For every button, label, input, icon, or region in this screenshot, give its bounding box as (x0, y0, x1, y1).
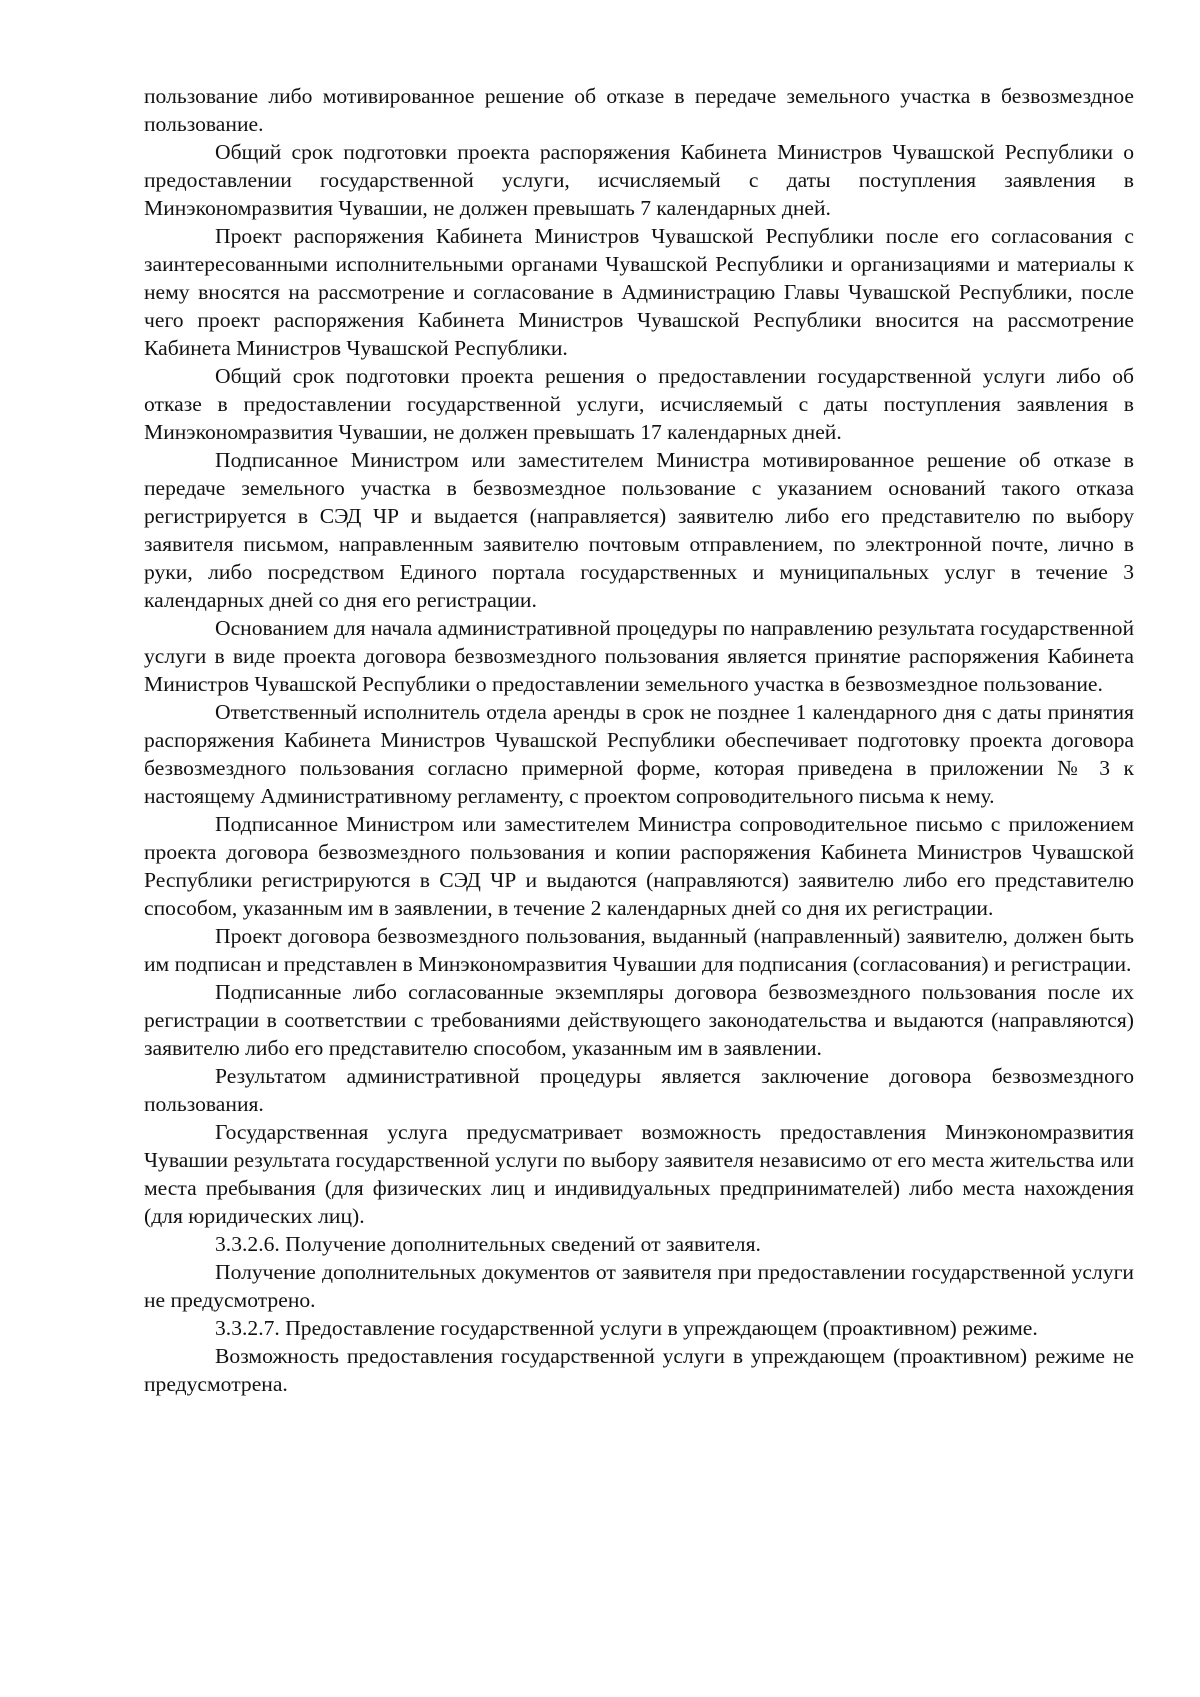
document-page (144, 82, 1134, 1398)
section-heading-3-3-2-6: 3.3.2.6. Получение дополнительных сведений от заявителя. (215, 1232, 761, 1256)
paragraph-continuation: пользование либо мотивированное решение об отказе в передаче земельного участка в безвозмездное пользование. (144, 84, 1134, 136)
paragraph-contract-signing: Проект договора безвозмездного пользования, выданный (направленный) заявителю, должен быть им подписан и представлен в Минэкономразвития Чувашии для подписания (согласования) и регистрации. (144, 924, 1134, 976)
paragraph-cover-letter: Подписанное Министром или заместителем Министра сопроводительное письмо с приложением проекта договора безвозмездного пользования и копии распоряжения Кабинета Министров Чувашской Республики регистрируются в СЭД ЧР и выдаются (направляются) заявителю либо его представителю способом, указанным им в заявлении, в течение 2 календарных дней со дня их регистрации. (144, 812, 1134, 920)
paragraph-decision-term: Общий срок подготовки проекта решения о предоставлении государственной услуги либо об отказе в предоставлении государственной услуги, исчисляемый с даты поступления заявления в Минэкономразвития Чувашии, не должен превышать 17 календарных дней. (144, 364, 1134, 444)
section-heading-3-3-2-7: 3.3.2.7. Предоставление государственной услуги в упреждающем (проактивном) режиме. (215, 1316, 1038, 1340)
paragraph-refusal-delivery: Подписанное Министром или заместителем Министра мотивированное решение об отказе в передаче земельного участка в безвозмездное пользование с указанием оснований такого отказа регистрируется в СЭД ЧР и выдается (направляется) заявителю либо его представителю по выбору заявителя письмом, направленным заявителю почтовым отправлением, по электронной почте, лично в руки, либо посредством Единого портала государственных и муниципальных услуг в течение 3 календарных дней со дня его регистрации. (144, 448, 1134, 612)
paragraph-contract-preparation: Ответственный исполнитель отдела аренды в срок не позднее 1 календарного дня с даты принятия распоряжения Кабинета Министров Чувашской Республики обеспечивает подготовку проекта договора безвозмездного пользования согласно примерной форме, которая приведена в приложении № 3 к настоящему Административному регламенту, с проектом сопроводительного письма к нему. (144, 700, 1134, 808)
paragraph-draft-approval: Проект распоряжения Кабинета Министров Чувашской Республики после его согласования с заинтересованными исполнительными органами Чувашской Республики и организациями и материалы к нему вносятся на рассмотрение и согласование в Администрацию Главы Чувашской Республики, после чего проект распоряжения Кабинета Министров Чувашской Республики вносится на рассмотрение Кабинета Министров Чувашской Республики. (144, 224, 1134, 360)
paragraph-proactive-mode: Возможность предоставления государственной услуги в упреждающем (проактивном) режиме не предусмотрена. (144, 1344, 1134, 1396)
paragraph-procedure-basis: Основанием для начала административной процедуры по направлению результата государственной услуги в виде проекта договора безвозмездного пользования является принятие распоряжения Кабинета Министров Чувашской Республики о предоставлении земельного участка в безвозмездное пользование. (144, 616, 1134, 696)
paragraph-contract-registration: Подписанные либо согласованные экземпляры договора безвозмездного пользования после их регистрации в соответствии с требованиями действующего законодательства и выдаются (направляются) заявителю либо его представителю способом, указанным им в заявлении. (144, 980, 1134, 1060)
paragraph-preparation-term: Общий срок подготовки проекта распоряжения Кабинета Министров Чувашской Республики о предоставлении государственной услуги, исчисляемый с даты поступления заявления в Минэкономразвития Чувашии, не должен превышать 7 календарных дней. (144, 140, 1134, 220)
paragraph-procedure-result: Результатом административной процедуры является заключение договора безвозмездного пользования. (144, 1064, 1134, 1116)
paragraph-extraterritorial: Государственная услуга предусматривает возможность предоставления Минэкономразвития Чувашии результата государственной услуги по выбору заявителя независимо от его места жительства или места пребывания (для физических лиц и индивидуальных предпринимателей) либо места нахождения (для юридических лиц). (144, 1120, 1134, 1228)
paragraph-additional-documents: Получение дополнительных документов от заявителя при предоставлении государственной услуги не предусмотрено. (144, 1260, 1134, 1312)
